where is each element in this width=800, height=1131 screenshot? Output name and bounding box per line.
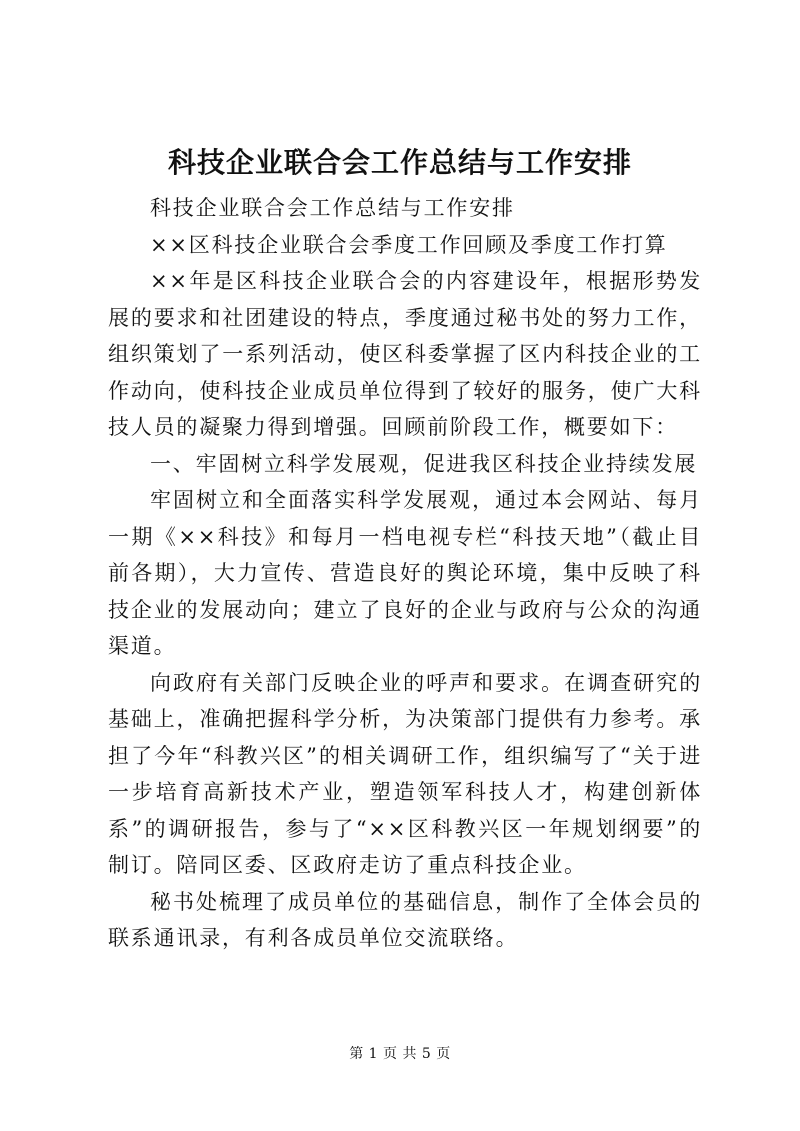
paragraph-secretariat: 秘书处梳理了成员单位的基础信息，制作了全体会员的联系通讯录，有利各成员单位交流联络。 [108, 889, 702, 950]
paragraph-government-liaison: 向政府有关部门反映企业的呼声和要求。在调查研究的基础上，准确把握科学分析，为决策部门提供有力参考。承担了今年“科教兴区”的相关调研工作，组织编写了“关于进一步培育高新技术产业，塑造领军科技人才，构建创新体系”的调研报告，参与了“××区科教兴区一年规划纲要”的制订。陪同区委、区政府走访了重点科技企业。 [108, 670, 702, 877]
page-footer: 第 1 页 共 5 页 [349, 1046, 451, 1062]
document-body [108, 190, 702, 957]
paragraph-intro: ××年是区科技企业联合会的内容建设年，根据形势发展的要求和社团建设的特点，季度通过秘书处的努力工作，组织策划了一系列活动，使区科委掌握了区内科技企业的工作动向，使科技企业成员单位得到了较好的服务，使广大科技人员的凝聚力得到增强。回顾前阶段工作，概要如下： [108, 269, 702, 439]
paragraph-subtitle: 科技企业联合会工作总结与工作安排 [150, 196, 515, 220]
paragraph-section-one-heading: 一、牢固树立科学发展观，促进我区科技企业持续发展 [150, 451, 698, 476]
paragraph-publicity: 牢固树立和全面落实科学发展观，通过本会网站、每月一期《××科技》和每月一档电视专栏“科技天地”（截止目前各期），大力宣传、营造良好的舆论环境，集中反映了科技企业的发展动向；建立了良好的企业与政府与公众的沟通渠道。 [108, 488, 702, 658]
document-title: 科技企业联合会工作总结与工作安排 [167, 146, 632, 179]
paragraph-review-heading: ××区科技企业联合会季度工作回顾及季度工作打算 [150, 232, 668, 257]
